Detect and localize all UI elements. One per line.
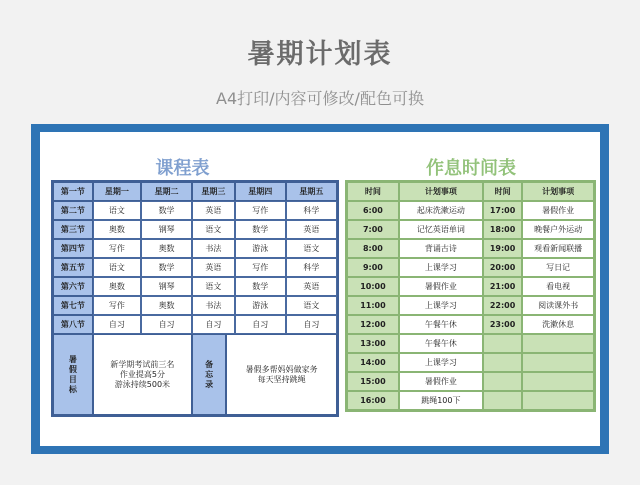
rest-row — [347, 239, 594, 258]
rest-row — [347, 315, 594, 334]
course-cell: 奥数 — [93, 220, 141, 239]
plan-cell: 上课学习 — [399, 258, 483, 277]
time-cell: 23:00 — [483, 315, 523, 334]
memo-line: 每天坚持跳绳 — [257, 374, 306, 384]
course-header-cell: 第一节 — [53, 182, 93, 201]
time-cell: 11:00 — [347, 296, 399, 315]
course-row — [53, 239, 337, 258]
course-header-cell: 星期四 — [235, 182, 286, 201]
page-title: 暑期计划表 — [247, 39, 393, 70]
plan-cell: 暑假作业 — [522, 201, 594, 220]
empty-cell — [483, 353, 523, 372]
course-header-cell: 星期一 — [93, 182, 141, 201]
course-cell: 语文 — [192, 220, 235, 239]
time-cell: 8:00 — [347, 239, 399, 258]
period-label: 第三节 — [53, 220, 93, 239]
plan-cell: 观看新闻联播 — [522, 239, 594, 258]
course-header-cell: 星期五 — [286, 182, 337, 201]
course-header-cell: 星期三 — [192, 182, 235, 201]
period-label: 第二节 — [53, 201, 93, 220]
course-cell: 自习 — [93, 315, 141, 334]
empty-cell — [522, 391, 594, 410]
course-cell: 英语 — [286, 277, 337, 296]
plan-cell: 起床洗漱运动 — [399, 201, 483, 220]
course-table-title: 课程表 — [155, 158, 210, 179]
course-cell: 科学 — [286, 201, 337, 220]
rest-row — [347, 258, 594, 277]
plan-cell: 午餐午休 — [399, 315, 483, 334]
memo-label: 备忘录 — [192, 334, 226, 415]
course-cell: 英语 — [192, 201, 235, 220]
time-cell: 21:00 — [483, 277, 523, 296]
course-cell: 语文 — [93, 201, 141, 220]
rest-header-cell: 时间 — [347, 182, 399, 201]
course-cell: 写作 — [235, 258, 286, 277]
course-row — [53, 258, 337, 277]
empty-cell — [522, 334, 594, 353]
plan-cell: 跳绳100下 — [399, 391, 483, 410]
course-cell: 语文 — [286, 296, 337, 315]
course-cell: 钢琴 — [141, 220, 192, 239]
empty-cell — [483, 391, 523, 410]
rest-row — [347, 220, 594, 239]
rest-header-row — [347, 182, 594, 201]
plan-cell: 暑假作业 — [399, 372, 483, 391]
course-cell: 自习 — [141, 315, 192, 334]
rest-header-cell: 时间 — [483, 182, 523, 201]
time-cell: 20:00 — [483, 258, 523, 277]
rest-row — [347, 334, 594, 353]
course-cell: 科学 — [286, 258, 337, 277]
period-label: 第七节 — [53, 296, 93, 315]
rest-row — [347, 391, 594, 410]
course-header-row — [53, 182, 337, 201]
course-cell: 游泳 — [235, 239, 286, 258]
goal-line: 新学期考试前三名 — [110, 359, 175, 369]
plan-cell: 上课学习 — [399, 353, 483, 372]
rest-table — [345, 180, 596, 412]
course-cell: 英语 — [286, 220, 337, 239]
course-row — [53, 220, 337, 239]
memo-content — [226, 334, 337, 415]
time-cell: 9:00 — [347, 258, 399, 277]
rest-header-cell: 计划事项 — [522, 182, 594, 201]
plan-cell: 背诵古诗 — [399, 239, 483, 258]
course-cell: 自习 — [286, 315, 337, 334]
period-label: 第四节 — [53, 239, 93, 258]
time-cell: 19:00 — [483, 239, 523, 258]
course-row — [53, 201, 337, 220]
course-cell: 自习 — [192, 315, 235, 334]
plan-cell: 洗漱休息 — [522, 315, 594, 334]
course-cell: 数学 — [141, 258, 192, 277]
course-cell: 语文 — [93, 258, 141, 277]
course-cell: 数学 — [141, 201, 192, 220]
time-cell: 7:00 — [347, 220, 399, 239]
time-cell: 12:00 — [347, 315, 399, 334]
course-cell: 英语 — [192, 258, 235, 277]
rest-table-title: 作息时间表 — [426, 158, 516, 179]
course-cell: 数学 — [235, 277, 286, 296]
course-cell: 奥数 — [141, 296, 192, 315]
course-cell: 游泳 — [235, 296, 286, 315]
course-cell: 奥数 — [141, 239, 192, 258]
rest-row — [347, 296, 594, 315]
rest-row — [347, 277, 594, 296]
time-cell: 6:00 — [347, 201, 399, 220]
course-row — [53, 315, 337, 334]
empty-cell — [483, 372, 523, 391]
planner-sheet — [31, 124, 609, 454]
course-cell: 书法 — [192, 239, 235, 258]
course-cell: 数学 — [235, 220, 286, 239]
goal-label: 暑假目标 — [53, 334, 93, 415]
course-cell: 语文 — [286, 239, 337, 258]
memo-line: 暑假多帮妈妈做家务 — [245, 364, 318, 374]
goal-content — [93, 334, 192, 415]
plan-cell: 午餐午休 — [399, 334, 483, 353]
course-cell: 写作 — [93, 296, 141, 315]
time-cell: 16:00 — [347, 391, 399, 410]
time-cell: 17:00 — [483, 201, 523, 220]
rest-header-cell: 计划事项 — [399, 182, 483, 201]
period-label: 第六节 — [53, 277, 93, 296]
empty-cell — [522, 372, 594, 391]
course-row — [53, 277, 337, 296]
course-table — [51, 180, 339, 417]
rest-row — [347, 201, 594, 220]
goal-memo-row — [53, 334, 337, 415]
time-cell: 15:00 — [347, 372, 399, 391]
period-label: 第八节 — [53, 315, 93, 334]
time-cell: 10:00 — [347, 277, 399, 296]
plan-cell: 晚餐户外运动 — [522, 220, 594, 239]
goal-line: 作业提高5分 — [119, 369, 165, 379]
plan-cell: 阅读课外书 — [522, 296, 594, 315]
goal-line: 游泳持续500米 — [114, 379, 171, 389]
course-row — [53, 296, 337, 315]
course-cell: 书法 — [192, 296, 235, 315]
course-cell: 钢琴 — [141, 277, 192, 296]
time-cell: 13:00 — [347, 334, 399, 353]
empty-cell — [522, 353, 594, 372]
plan-cell: 看电视 — [522, 277, 594, 296]
plan-cell: 上课学习 — [399, 296, 483, 315]
course-cell: 自习 — [235, 315, 286, 334]
time-cell: 14:00 — [347, 353, 399, 372]
rest-row — [347, 353, 594, 372]
course-cell: 奥数 — [93, 277, 141, 296]
planner-inner — [40, 132, 600, 446]
empty-cell — [483, 334, 523, 353]
plan-cell: 记忆英语单词 — [399, 220, 483, 239]
course-header-cell: 星期二 — [141, 182, 192, 201]
page-subtitle: A4打印/内容可修改/配色可换 — [216, 89, 424, 108]
course-cell: 写作 — [235, 201, 286, 220]
course-cell: 写作 — [93, 239, 141, 258]
course-cell: 语文 — [192, 277, 235, 296]
plan-cell: 暑假作业 — [399, 277, 483, 296]
rest-row — [347, 372, 594, 391]
period-label: 第五节 — [53, 258, 93, 277]
plan-cell: 写日记 — [522, 258, 594, 277]
time-cell: 22:00 — [483, 296, 523, 315]
time-cell: 18:00 — [483, 220, 523, 239]
